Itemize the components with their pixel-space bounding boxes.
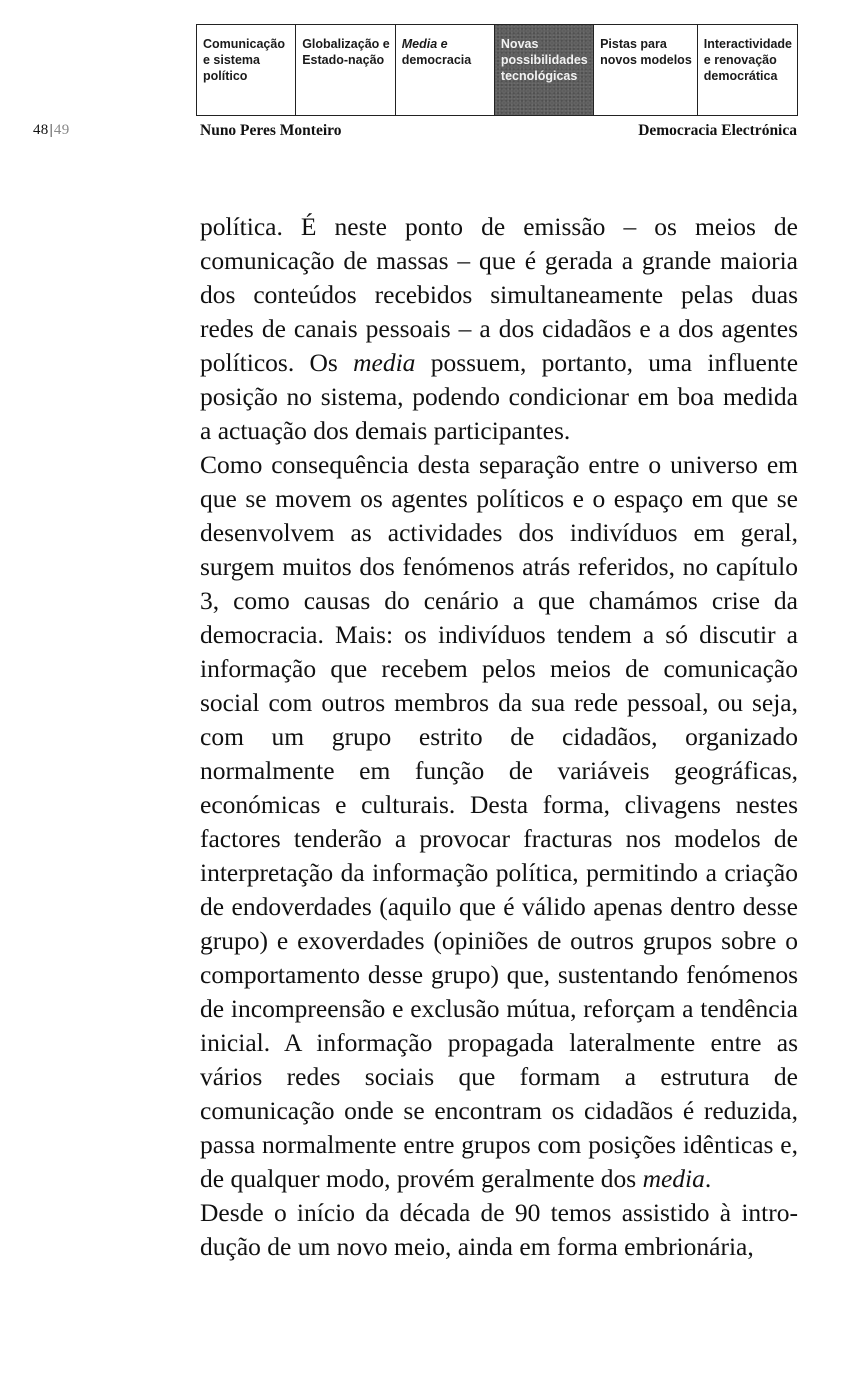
running-head-author: Nuno Peres Monteiro [200,122,342,139]
tab-line: Pistas para [600,37,667,51]
running-head-title: Democracia Electrónica [638,122,797,139]
paragraph [200,1196,798,1264]
paragraph [200,210,798,448]
paragraph [200,448,798,1196]
emphasis: media [642,1164,705,1193]
tab-line: Interactividade [703,37,793,51]
tab-line: político [203,69,248,83]
page-numbers [33,122,70,139]
page-number-divider: | [49,122,53,138]
tab-line: Comunicação [203,37,285,51]
page-number-right: 49 [53,122,70,138]
chapter-nav-tabs [196,24,798,116]
text-run: Como consequência desta separação entre o universo em que se movem os agentes políticos e o espaço em que se desenvolvem as actividades dos indivíduos em geral, surgem muitos dos fenómenos atrás referidos, no capítulo 3, como causas do cenário a que chamámos crise da democracia. Mais: os indivíduos tendem a só discutir a informação que recebem pelos meios de comunicação social com outros membros da sua rede pessoal, ou seja, com um grupo estrito de cidadãos, organizado normalmente em função de variáveis geográficas, económicas e culturais. Desta forma, clivagens nestes factores tenderão a provocar fracturas nos modelos de interpretação da informação política, permitindo a criação de endoverdades (aquilo que é válido apenas dentro desse grupo) e exoverdades (opiniões de outros grupos sobre o comportamento desse grupo) que, sustentando fenómenos de incompreensão e exclusão mútua, reforçam a tendência inicial. A informação propagada lateralmente entre as vários redes sociais que formam a estrutura de comunicação onde se encontram os cidadãos é reduzida, passa normalmente entre grupos com posições idênticas e, de qualquer modo, provém geralmente dos [200,450,798,1193]
tab-globalizacao-estado-nacao[interactable] [295,25,395,115]
tab-line: democracia [401,53,472,67]
text-run: Desde o início da década de 90 temos assistido à introdução de um novo meio, ainda em forma embrionária, [200,1198,798,1261]
text-run: . [704,1164,712,1193]
tab-line: Globalização e [302,37,390,51]
tab-line: e sistema [203,53,260,67]
tab-line: possibilidades [500,53,588,67]
tab-line: Media e [401,37,448,51]
body-text [200,210,798,1264]
page-number-left: 48 [33,122,49,138]
tab-line: e renovação [703,53,777,67]
tab-interactividade-renovacao-democratica[interactable] [697,25,798,115]
text-run: possuem, portanto, uma influente posição no sistema, podendo condicionar em boa medida a actuação dos demais participantes. [200,348,799,445]
tab-media-democracia[interactable] [395,25,494,115]
tab-line: Estado-nação [302,53,385,67]
tab-line: democrática [703,69,778,83]
tab-line: tecnológicas [500,69,578,83]
tab-line: novos modelos [600,53,692,67]
tab-line: Novas [500,37,539,51]
text-run: política. É neste ponto de emissão – os meios de comunicação de massas – que é gerada a grande maioria dos conteúdos recebidos simultaneamente pelas duas redes de canais pessoais – a dos cidadãos e a dos agentes políticos. Os [200,212,798,377]
tab-pistas-novos-modelos[interactable] [593,25,697,115]
emphasis: media [353,348,416,377]
tab-comunicacao-sistema-politico[interactable] [196,25,295,115]
tab-novas-possibilidades-tecnologicas[interactable] [494,25,593,115]
